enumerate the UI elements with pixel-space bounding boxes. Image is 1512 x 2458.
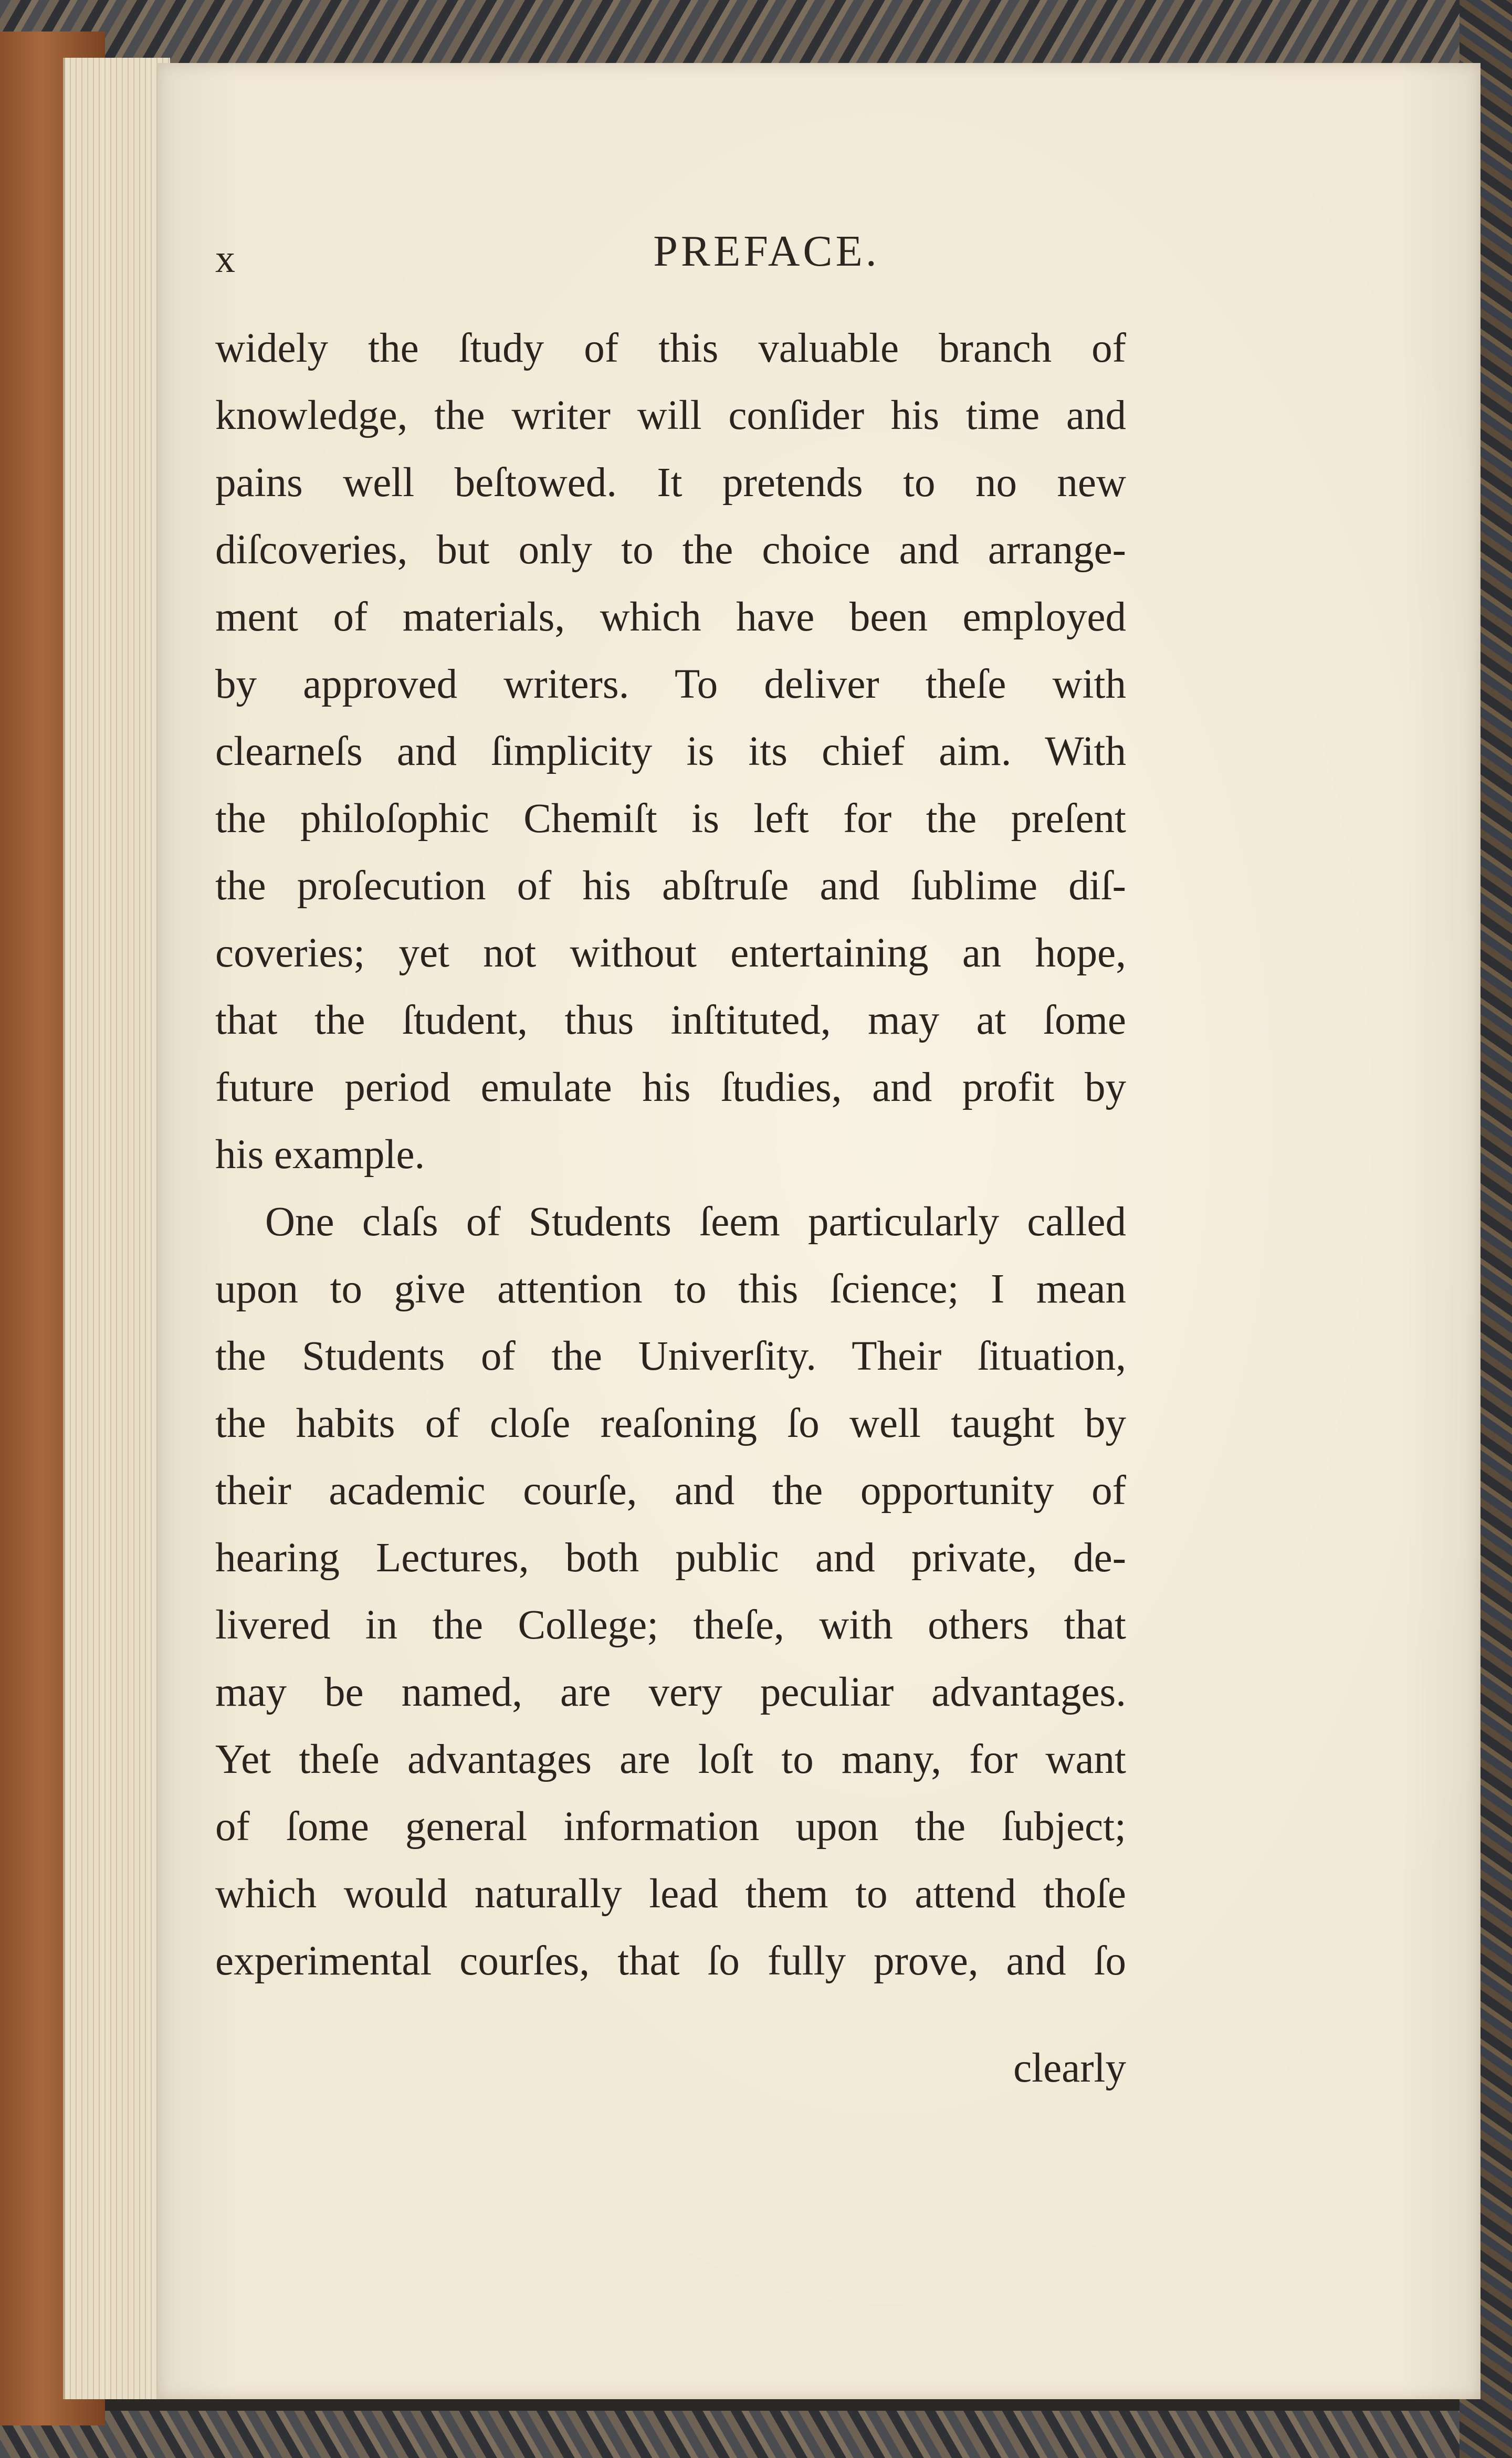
text-line: may be named, are very peculiar advantages. [215, 1669, 1126, 1715]
text-line: of ſome general information upon the ſubject; [215, 1804, 1126, 1850]
text-line: that the ſtudent, thus inſtituted, may at ſome [215, 997, 1126, 1043]
text-line: his example. [215, 1132, 425, 1178]
text-line: upon to give attention to this ſcience; I mean [215, 1266, 1126, 1312]
running-head [215, 226, 1286, 304]
body-text [215, 315, 1126, 1995]
text-line: the proſecution of his abſtruſe and ſublime diſ- [215, 863, 1126, 909]
marbled-board-bottom [0, 2411, 1512, 2458]
text-line: by approved writers. To deliver theſe with [215, 661, 1126, 707]
page-number: x [215, 237, 236, 281]
paragraph-2 [215, 1189, 1126, 1995]
text-line: the Students of the Univerſity. Their ſituation, [215, 1333, 1126, 1379]
text-line: One claſs of Students ſeem particularly called [265, 1199, 1126, 1245]
text-line: ment of materials, which have been employed [215, 594, 1126, 640]
page-edges [63, 58, 170, 2399]
text-line: Yet theſe advantages are loſt to many, for want [215, 1737, 1126, 1782]
text-line: widely the ſtudy of this valuable branch of [215, 325, 1126, 371]
text-line: which would naturally lead them to attend thoſe [215, 1871, 1126, 1917]
text-line: the philoſophic Chemiſt is left for the preſent [215, 796, 1126, 842]
text-line: clearneſs and ſimplicity is its chief aim. With [215, 729, 1126, 774]
text-line: experimental courſes, that ſo fully prove, and ſo [215, 1938, 1126, 1984]
text-line: hearing Lectures, both public and private, de- [215, 1535, 1126, 1581]
page-title: PREFACE. [653, 227, 880, 276]
text-line: future period emulate his ſtudies, and profit by [215, 1065, 1126, 1110]
catchword: clearly [1013, 2045, 1126, 2091]
paragraph-1 [215, 315, 1126, 1189]
text-line: coveries; yet not without entertaining an hope, [215, 930, 1126, 976]
text-line: knowledge, the writer will conſider his time and [215, 393, 1126, 438]
text-line: the habits of cloſe reaſoning ſo well taught by [215, 1401, 1126, 1446]
text-line: diſcoveries, but only to the choice and arrange- [215, 527, 1126, 573]
text-line: their academic courſe, and the opportunity of [215, 1468, 1126, 1514]
text-line: livered in the College; theſe, with others that [215, 1602, 1126, 1648]
text-line: pains well beſtowed. It pretends to no new [215, 460, 1126, 506]
